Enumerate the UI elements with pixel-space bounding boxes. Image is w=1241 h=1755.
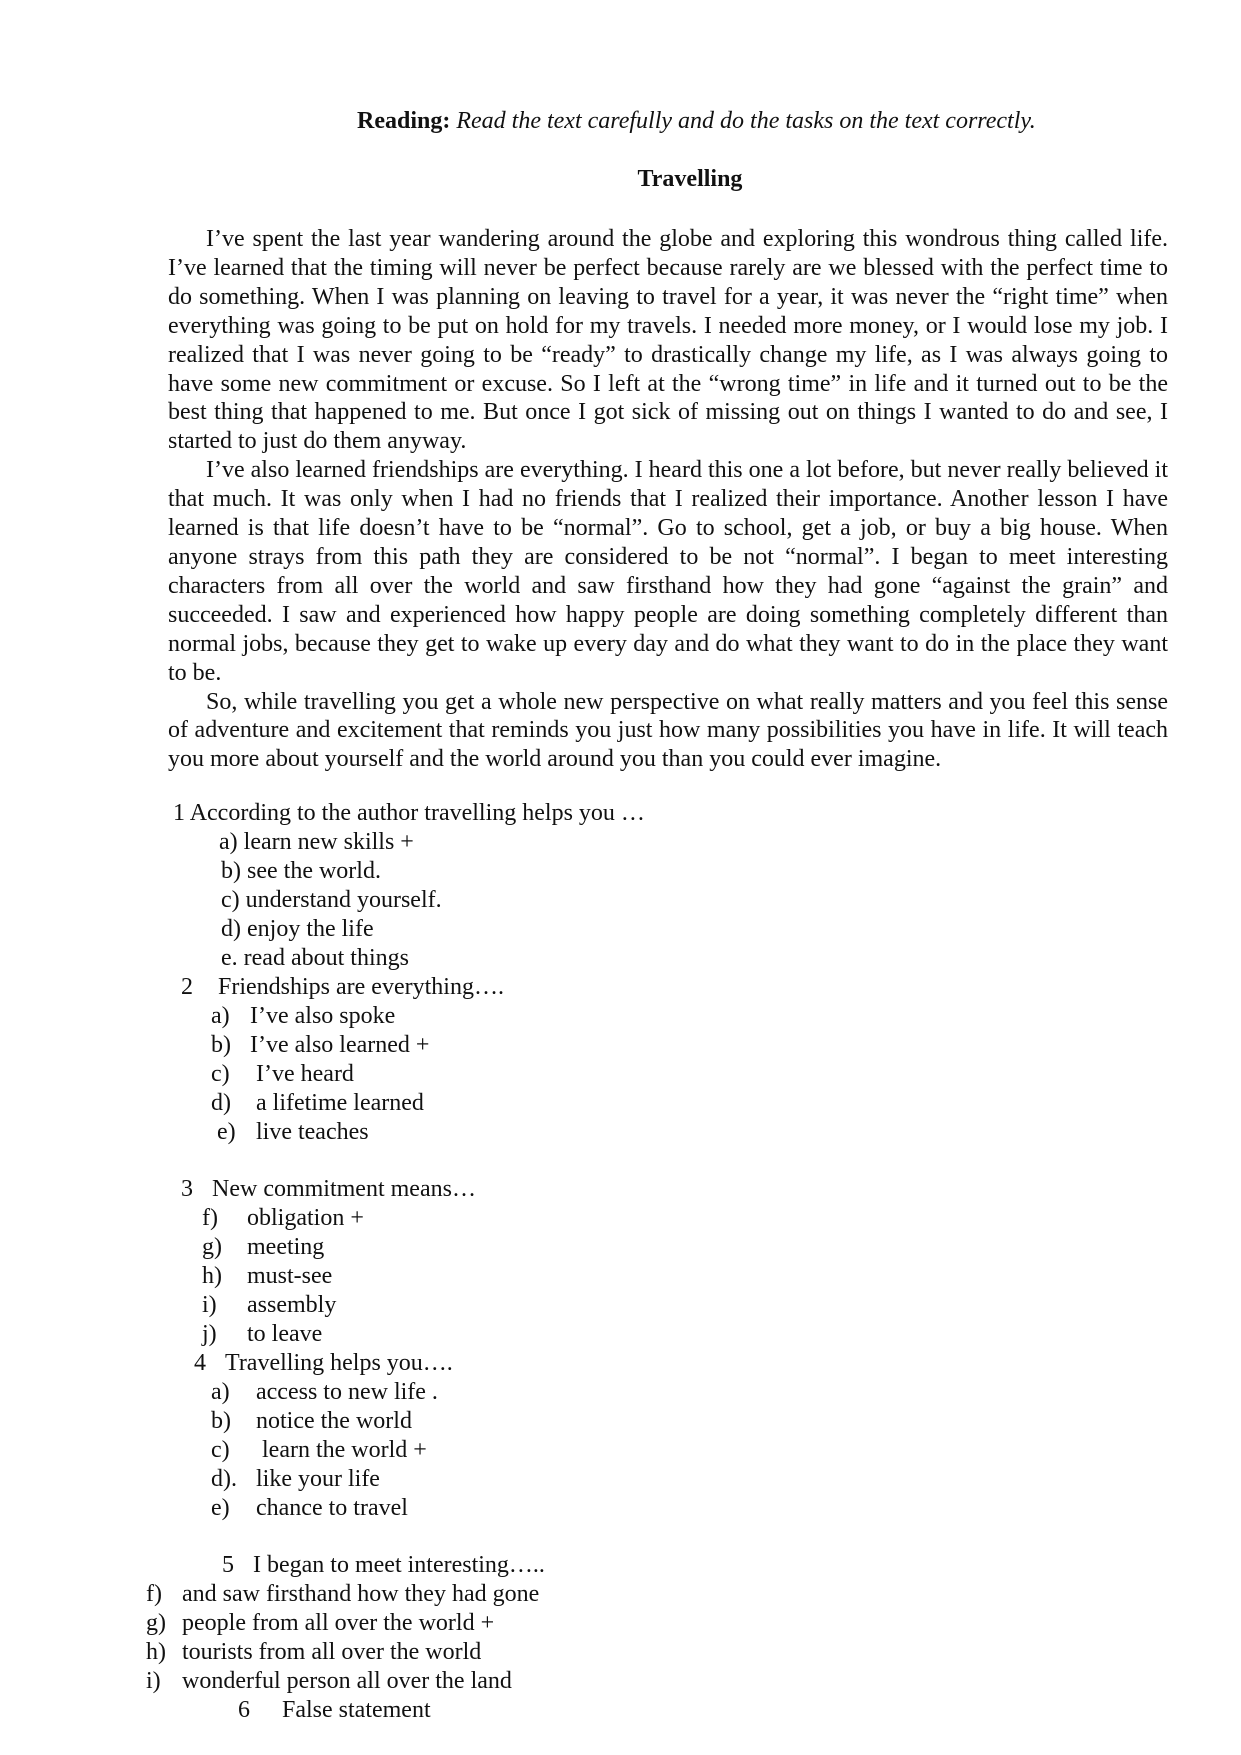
option-label: b) — [211, 1408, 231, 1434]
option-text: like your life — [256, 1466, 380, 1492]
option-label: h) — [202, 1263, 222, 1289]
question-number: 3 — [181, 1176, 193, 1202]
question-prompt — [181, 974, 504, 1001]
option-text: chance to travel — [256, 1495, 408, 1521]
answer-option — [211, 1003, 395, 1030]
question-prompt — [222, 1552, 545, 1579]
question-prompt — [238, 1697, 431, 1724]
question-number: 6 — [238, 1697, 250, 1723]
question-number: 4 — [194, 1350, 206, 1376]
option-label: a) — [211, 1003, 230, 1029]
option-label: g) — [146, 1610, 166, 1636]
option-text: see the world. — [247, 858, 381, 884]
option-label: d) — [221, 916, 241, 942]
task-instruction — [357, 108, 1036, 135]
question-text: New commitment means… — [212, 1176, 476, 1202]
reading-passage — [168, 225, 1168, 774]
question-number: 5 — [222, 1552, 234, 1578]
option-label: h) — [146, 1639, 166, 1665]
passage-title: Travelling — [637, 166, 743, 192]
question-prompt — [181, 1176, 476, 1203]
option-text: I’ve also learned + — [250, 1032, 430, 1058]
answer-option — [146, 1581, 539, 1608]
answer-option — [211, 1032, 429, 1059]
option-label: a) — [219, 829, 238, 855]
answer-option — [211, 1379, 438, 1406]
option-text: understand yourself. — [245, 887, 442, 913]
option-text: wonderful person all over the land — [182, 1668, 512, 1694]
answer-option — [217, 1119, 369, 1146]
option-text: live teaches — [256, 1119, 369, 1145]
passage-paragraph: I’ve spent the last year wandering around the globe and exploring this wondrous thing called life. I’ve learned that the timing will never be perfect because rarely are we blessed with the perfect time to do something. When I was planning on leaving to travel for a year, it was never the “right time” when everything was going to be put on hold for my travels. I needed more money, or I would lose my job. I realized that I was never going to be “ready” to drastically change my life, as I was always going to have some new commitment or excuse. So I left at the “wrong time” in life and it turned out to be the best thing that happened to me. But once I got sick of missing out on things I wanted to do and see, I started to just do them anyway. — [168, 226, 1168, 455]
option-text: I’ve also spoke — [250, 1003, 396, 1029]
option-text: assembly — [247, 1292, 337, 1318]
option-label: e) — [217, 1119, 236, 1145]
instruction-label: Reading: — [357, 108, 451, 134]
answer-option — [219, 829, 414, 856]
option-label: i) — [202, 1292, 217, 1318]
option-text: to leave — [247, 1321, 323, 1347]
answer-option — [211, 1437, 427, 1464]
answer-option — [211, 1408, 412, 1435]
option-text: enjoy the life — [247, 916, 374, 942]
answer-option — [146, 1639, 481, 1666]
option-text: a lifetime learned — [256, 1090, 424, 1116]
answer-option — [211, 1090, 424, 1117]
answer-option — [221, 858, 381, 885]
option-label: c) — [221, 887, 240, 913]
option-text: meeting — [247, 1234, 325, 1260]
answer-option — [202, 1292, 336, 1319]
option-text: people from all over the world + — [182, 1610, 495, 1636]
option-text: and saw firsthand how they had gone — [182, 1581, 540, 1607]
option-label: e) — [211, 1495, 230, 1521]
question-number: 1 — [173, 800, 185, 826]
question-prompt — [194, 1350, 453, 1377]
passage-paragraph: So, while travelling you get a whole new perspective on what really matters and you feel this sense of adventure and excitement that reminds you just how many possibilities you have in life. It will teach you more about yourself and the world around you than you could ever imagine. — [168, 688, 1168, 773]
option-label: g) — [202, 1234, 222, 1260]
option-label: c) — [211, 1061, 230, 1087]
answer-option — [211, 1061, 354, 1088]
option-text: read about things — [243, 945, 409, 971]
option-text: must-see — [247, 1263, 333, 1289]
option-text: tourists from all over the world — [182, 1639, 482, 1665]
option-label: b) — [221, 858, 241, 884]
option-text: I’ve heard — [256, 1061, 354, 1087]
option-label: d). — [211, 1466, 237, 1492]
option-text: learn the world + — [256, 1437, 427, 1463]
option-label: b) — [211, 1032, 231, 1058]
option-label: d) — [211, 1090, 231, 1116]
option-text: notice the world — [256, 1408, 412, 1434]
answer-option — [211, 1495, 408, 1522]
option-label: j) — [202, 1321, 217, 1347]
option-label: f) — [146, 1581, 162, 1607]
answer-option — [202, 1263, 332, 1290]
question-number: 2 — [181, 974, 193, 1000]
option-label: f) — [202, 1205, 218, 1231]
question-text: Friendships are everything…. — [218, 974, 504, 1000]
answer-option — [221, 945, 409, 972]
question-text: Travelling helps you…. — [225, 1350, 453, 1376]
answer-option — [202, 1234, 324, 1261]
option-text: access to new life . — [256, 1379, 438, 1405]
question-text: False statement — [282, 1697, 431, 1723]
instruction-text: Read the text carefully and do the tasks on the text correctly. — [456, 108, 1036, 134]
answer-option — [202, 1321, 322, 1348]
option-label: a) — [211, 1379, 230, 1405]
answer-option — [146, 1668, 512, 1695]
option-label: e. — [221, 945, 238, 971]
answer-option — [202, 1205, 364, 1232]
answer-option — [146, 1610, 494, 1637]
passage-paragraph: I’ve also learned friendships are everything. I heard this one a lot before, but never really believed it that much. It was only when I had no friends that I realized their importance. Another lesson I have learned is that life doesn’t have to be “normal”. Go to school, get a job, or buy a big house. When anyone strays from this path they are considered to be not “normal”. I began to meet interesting characters from all over the world and saw firsthand how they had gone “against the grain” and succeeded. I saw and experienced how happy people are doing something completely different than normal jobs, because they get to wake up every day and do what they want to do in the place they want to be. — [168, 457, 1168, 686]
answer-option — [211, 1466, 380, 1493]
option-label: c) — [211, 1437, 230, 1463]
option-label: i) — [146, 1668, 161, 1694]
question-text: According to the author travelling helps you … — [189, 800, 645, 826]
option-text: learn new skills + — [243, 829, 414, 855]
question-text: I began to meet interesting….. — [253, 1552, 545, 1578]
answer-option — [221, 916, 374, 943]
option-text: obligation + — [247, 1205, 364, 1231]
answer-option — [221, 887, 442, 914]
question-prompt — [173, 800, 645, 827]
